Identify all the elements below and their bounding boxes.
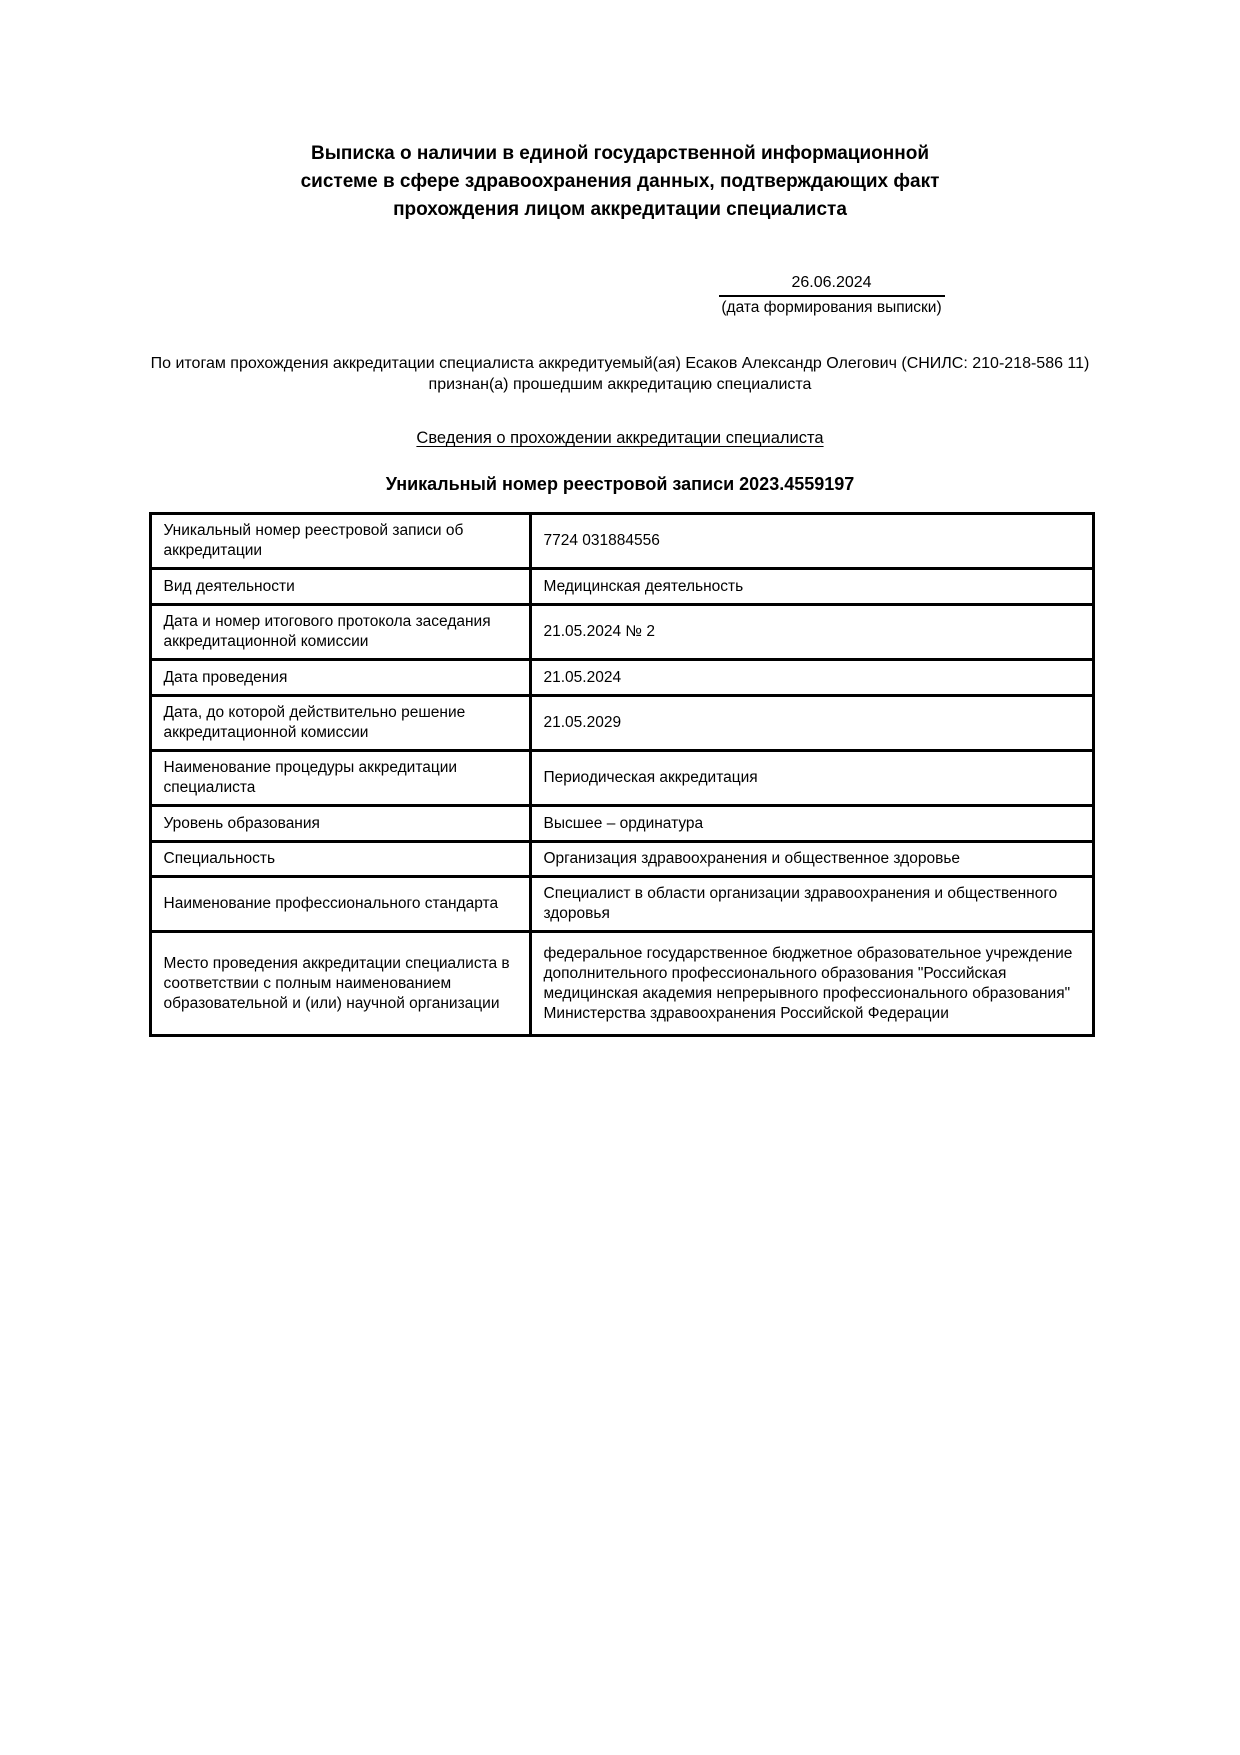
row-label-specialty: Специальность bbox=[150, 842, 530, 877]
document-title bbox=[149, 140, 1092, 224]
row-label-valid-until-date: Дата, до которой действительно решение аккредитационной комиссии bbox=[150, 696, 530, 751]
table-row bbox=[150, 660, 1093, 696]
row-value-conduct-date: 21.05.2024 bbox=[530, 660, 1093, 696]
row-value-activity-type: Медицинская деятельность bbox=[530, 569, 1093, 605]
table-row bbox=[150, 806, 1093, 842]
row-value-valid-until-date: 21.05.2029 bbox=[530, 696, 1093, 751]
accreditation-result-paragraph: По итогам прохождения аккредитации специалиста аккредитуемый(ая) Есаков Александр Олегович (СНИЛС: 210-218-586 11) признан(а) прошедшим аккредитацию специалиста bbox=[150, 355, 1090, 393]
row-label-education-level: Уровень образования bbox=[150, 806, 530, 842]
extract-date-caption: (дата формирования выписки) bbox=[721, 299, 942, 316]
table-row bbox=[150, 842, 1093, 877]
row-label-protocol-date-number: Дата и номер итогового протокола заседания аккредитационной комиссии bbox=[150, 605, 530, 660]
document-page bbox=[149, 0, 1092, 1037]
row-value-professional-standard: Специалист в области организации здравоохранения и общественного здоровья bbox=[530, 877, 1093, 932]
accreditation-details-table bbox=[149, 512, 1095, 1037]
extract-date-block bbox=[719, 274, 945, 317]
section-heading: Сведения о прохождении аккредитации специалиста bbox=[416, 429, 824, 447]
row-label-conduct-date: Дата проведения bbox=[150, 660, 530, 696]
row-label-accreditation-place: Место проведения аккредитации специалиста в соответствии с полным наименованием образовательной и (или) научной организации bbox=[150, 932, 530, 1036]
extract-date-value: 26.06.2024 bbox=[719, 274, 945, 297]
row-value-registry-number: 7724 031884556 bbox=[530, 514, 1093, 569]
document-title-line-2: системе в сфере здравоохранения данных, подтверждающих факт bbox=[300, 171, 940, 192]
row-value-procedure-name: Периодическая аккредитация bbox=[530, 751, 1093, 806]
registry-record-heading: Уникальный номер реестровой записи 2023.4559197 bbox=[385, 474, 855, 494]
document-title-line-1: Выписка о наличии в единой государственной информационной bbox=[310, 143, 930, 164]
table-row bbox=[150, 932, 1093, 1036]
row-label-registry-number: Уникальный номер реестровой записи об аккредитации bbox=[150, 514, 530, 569]
table-row bbox=[150, 877, 1093, 932]
table-row bbox=[150, 569, 1093, 605]
row-value-accreditation-place: федеральное государственное бюджетное образовательное учреждение дополнительного профессионального образования "Российская медицинская академия непрерывного профессионального образования" Министерства здравоохранения Российской Федерации bbox=[530, 932, 1093, 1036]
row-label-procedure-name: Наименование процедуры аккредитации специалиста bbox=[150, 751, 530, 806]
table-row bbox=[150, 696, 1093, 751]
table-row bbox=[150, 751, 1093, 806]
row-value-specialty: Организация здравоохранения и общественное здоровье bbox=[530, 842, 1093, 877]
row-label-professional-standard: Наименование профессионального стандарта bbox=[150, 877, 530, 932]
row-value-education-level: Высшее – ординатура bbox=[530, 806, 1093, 842]
row-value-protocol-date-number: 21.05.2024 № 2 bbox=[530, 605, 1093, 660]
table-row bbox=[150, 514, 1093, 569]
table-row bbox=[150, 605, 1093, 660]
document-title-line-3: прохождения лицом аккредитации специалиста bbox=[393, 199, 847, 220]
row-label-activity-type: Вид деятельности bbox=[150, 569, 530, 605]
